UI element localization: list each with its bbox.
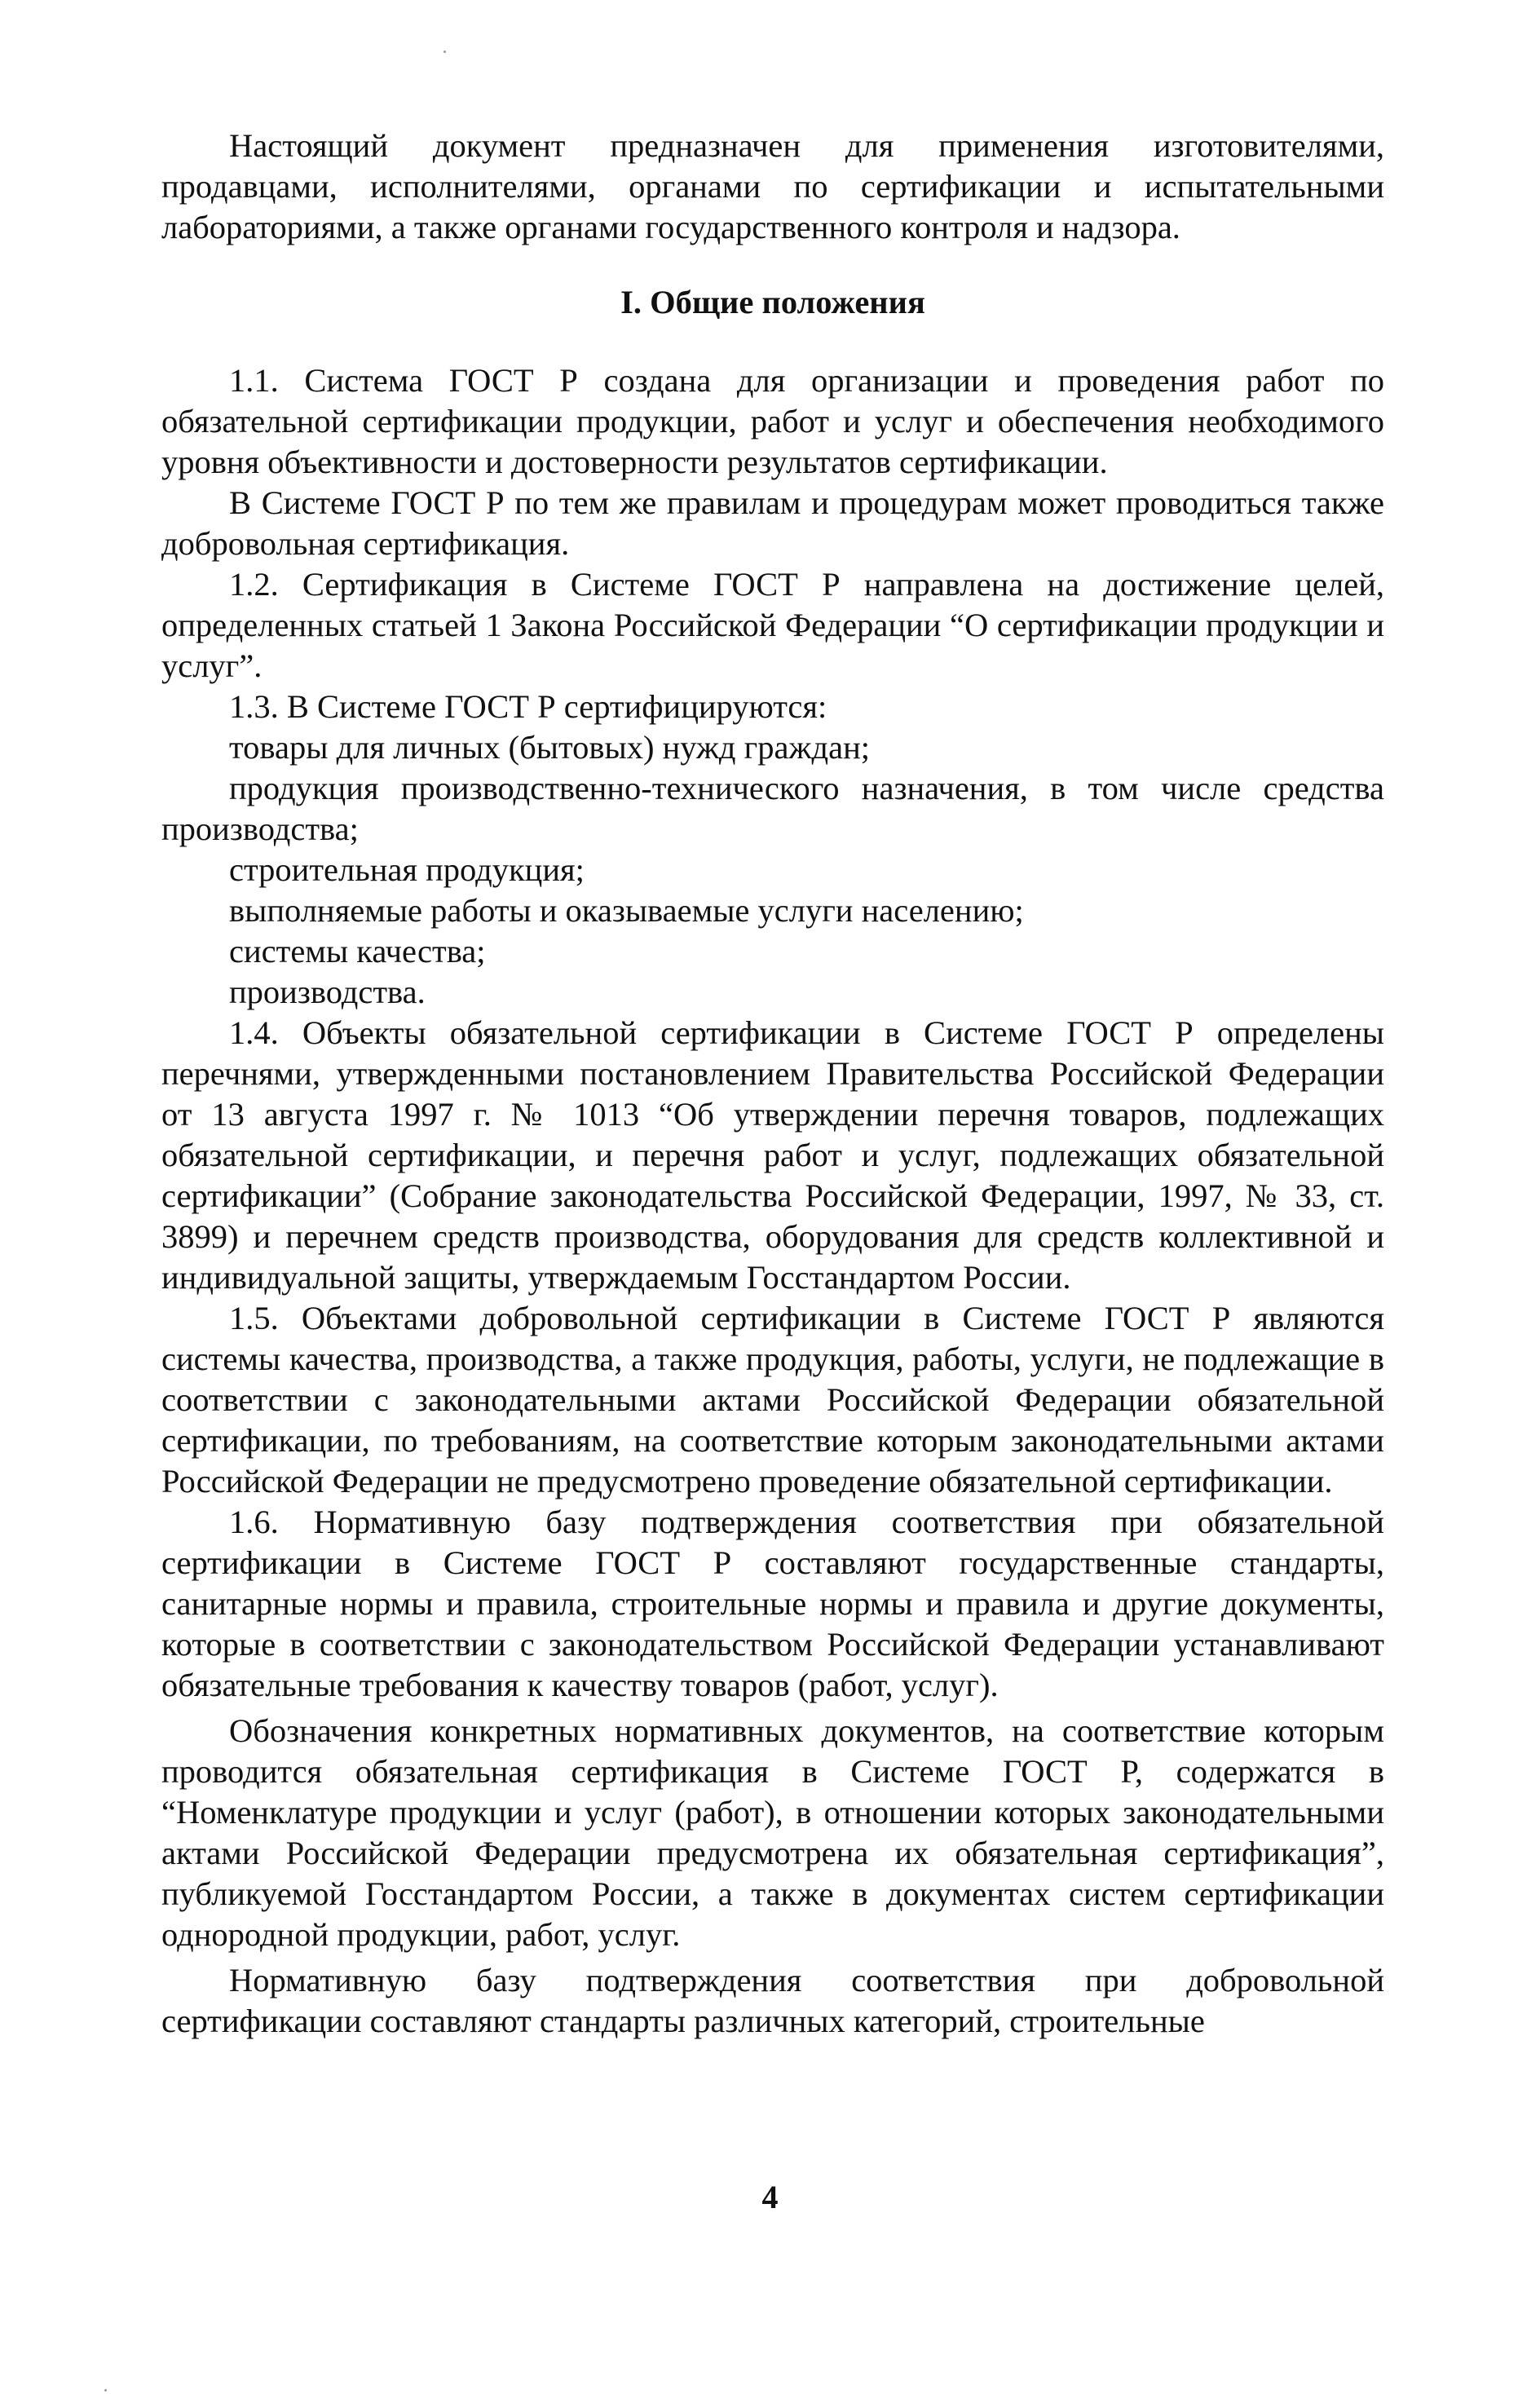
list-item: товары для личных (бытовых) нужд граждан; (229, 729, 870, 766)
paragraph-voluntary-base: Нормативную базу подтверждения соответствия при добровольной сертификации составляют стандарты различных категорий, строительные (161, 1962, 1384, 2039)
section-title: I. Общие положения (620, 284, 925, 320)
list-item: системы качества; (229, 933, 486, 969)
paragraph-1-6: 1.6. Нормативную базу подтверждения соответствия при обязательной сертификации в Системе ГОСТ Р составляют государственные стандарты, санитарные нормы и правила, строительные нормы и правила и другие документы, которые в соответствии с законодательством Российской Федерации устанавливают обязательные требования к качеству товаров (работ, услуг). (161, 1504, 1384, 1703)
paragraph-designations: Обозначения конкретных нормативных документов, на соответствие которым проводится обязательная сертификация в Системе ГОСТ Р, содержатся в “Номенклатуре продукции и услуг (работ), в отношении которых законодательными актами Российской Федерации предусмотрена их обязательная сертификация”, публикуемой Госстандартом России, а также в документах систем сертификации однородной продукции, работ, услуг. (161, 1712, 1384, 1953)
paragraph-1-1: 1.1. Система ГОСТ Р создана для организации и проведения работ по обязательной сертификации продукции, работ и услуг и обеспечения необходимого уровня объективности и достоверности результатов сертификации. (161, 362, 1384, 480)
list-item: продукция производственно-технического назначения, в том числе средства производства; (161, 770, 1384, 847)
intro-paragraph: Настоящий документ предназначен для применения изготовителями, продавцами, исполнителями, органами по сертификации и испытательными лабораториями, а также органами государственного контроля и надзора. (161, 127, 1384, 245)
list-item: строительная продукция; (229, 851, 585, 888)
page-text (161, 126, 1384, 2042)
paragraph-1-3: 1.3. В Системе ГОСТ Р сертифицируются: (229, 688, 827, 725)
paragraph-1-5: 1.5. Объектами добровольной сертификации в Системе ГОСТ Р являются системы качества, производства, а также продукция, работы, услуги, не подлежащие в соответствии с законодательными актами Российской Федерации обязательной сертификации, по требованиям, на соответствие которым законодательными актами Российской Федерации не предусмотрено проведение обязательной сертификации. (161, 1300, 1384, 1499)
page-number: 4 (761, 2179, 779, 2215)
paragraph-1-1-voluntary: В Системе ГОСТ Р по тем же правилам и процедурам может проводиться также добровольная сертификация. (161, 484, 1384, 562)
scan-speck (443, 51, 446, 53)
scan-speck (104, 2389, 107, 2392)
paragraph-1-2: 1.2. Сертификация в Системе ГОСТ Р направлена на достижение целей, определенных статьей 1 Закона Российской Федерации “О сертификации продукции и услуг”. (161, 566, 1384, 684)
list-item: производства. (229, 974, 426, 1010)
list-item: выполняемые работы и оказываемые услуги населению; (229, 892, 1024, 929)
paragraph-1-4: 1.4. Объекты обязательной сертификации в Системе ГОСТ Р определены перечнями, утвержденными постановлением Правительства Российской Федерации от 13 августа 1997 г. № 1013 “Об утверждении перечня товаров, подлежащих обязательной сертификации, и перечня работ и услуг, подлежащих обязательной сертификации” (Собрание законодательства Российской Федерации, 1997, № 33, ст. 3899) и перечнем средств производства, оборудования для средств коллективной и индивидуальной защиты, утверждаемым Госстандартом России. (161, 1014, 1384, 1296)
